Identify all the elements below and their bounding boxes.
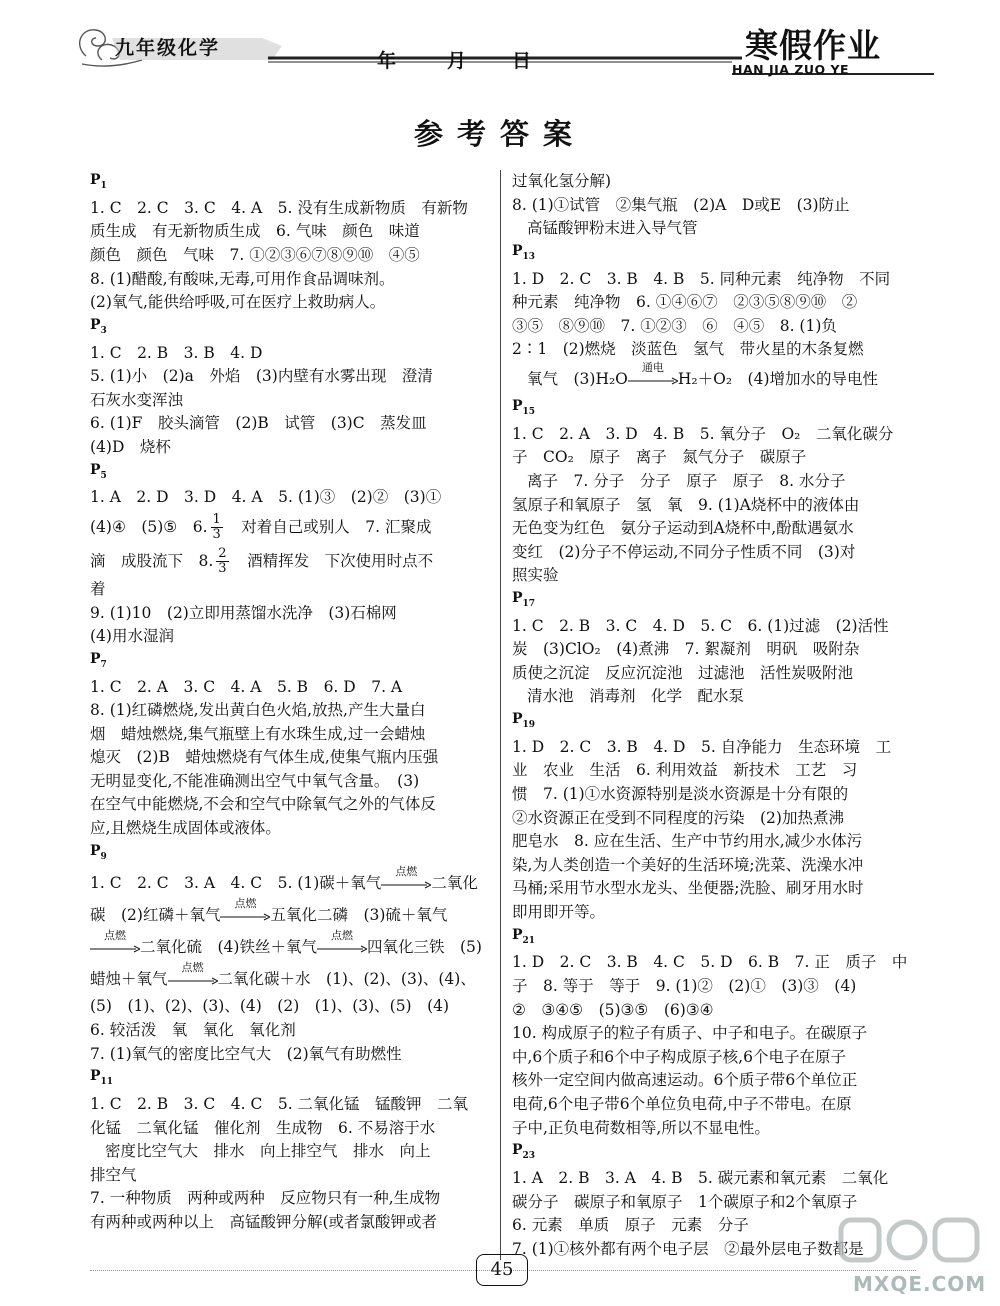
- answer-line: 密度比空气大 排水 向上排空气 排水 向上: [105, 1142, 431, 1161]
- page-ref-p9: $P_9$: [90, 842, 107, 862]
- answer-line: 1. D 2. C 3. B 4. B 5. 同种元素 纯净物 不同: [512, 269, 891, 288]
- answer-line: 7. (1)氧气的密度比空气大 (2)氧气有助燃性: [90, 1044, 402, 1063]
- page-ref-p19: $P_{19}$: [512, 711, 536, 730]
- answer-line: 点燃 二氧化硫 (4)铁丝＋氧气 点燃 四氧化三铁 (5): [90, 931, 494, 963]
- page-ref-p1: $P_1$: [90, 172, 107, 191]
- answer-line: 1. D 2. C 3. B 4. C 5. D 6. B 7. 正 质子 中: [512, 953, 908, 972]
- answer-line: 1. D 2. C 3. B 4. D 5. 自净能力 生态环境 工: [512, 737, 892, 756]
- answer-line: 业 农业 生活 6. 利用效益 新技术 工艺 习: [512, 761, 858, 780]
- answer-line: 石灰水变浑浊: [90, 390, 184, 409]
- answer-line: 中,6个质子和6个中子构成原子核,6个电子在原子: [512, 1047, 846, 1066]
- answer-line: 1. C 2. B 3. C 4. D 5. C 6. (1)过滤 (2)活性: [512, 616, 889, 635]
- answer-line: 质使之沉淀 反应沉淀池 过滤池 活性炭吸附池: [512, 663, 854, 682]
- answer-line: 化锰 二氧化锰 催化剂 生成物 6. 不易溶于水: [90, 1118, 436, 1137]
- answer-line: 有两种或两种以上 高锰酸钾分解(或者氯酸钾或者: [90, 1213, 438, 1231]
- answer-line: 熄灭 (2)B 蜡烛燃烧有气体生成,使集气瓶内压强: [90, 748, 439, 767]
- answer-line: 质生成 有无新物质生成 6. 气味 颜色 味道: [90, 222, 420, 241]
- answer-line: 马桶;采用节水型水龙头、坐便器;洗脸、刷牙用水时: [512, 879, 864, 898]
- right-column: [512, 170, 916, 1261]
- answer-line: 无色变为红色 氨分子运动到A烧杯中,酚酞遇氨水: [512, 519, 854, 538]
- answer-line: 染,为人类创造一个美好的生活环境;洗菜、洗澡水冲: [512, 855, 864, 874]
- answer-line: 2∶1 (2)燃烧 淡蓝色 氢气 带火星的木条复燃: [512, 340, 864, 359]
- answer-line: 滴 成股流下 8. $\frac{2}{3}$ 酒精挥发 下次使用时点不: [90, 546, 434, 577]
- answer-line: 烟 蜡烛燃烧,集气瓶壁上有水珠生成,过一会蜡烛: [90, 724, 426, 743]
- answer-line: 核外一定空间内做高速运动。6个质子带6个单位正: [512, 1071, 858, 1090]
- answer-line: (4)D 烧杯: [90, 437, 171, 456]
- answer-line: 6. 较活泼 氧 氧化 氧化剂: [90, 1021, 296, 1040]
- left-column: [90, 170, 494, 1235]
- answer-line: 子中,正负电荷数相等,所以不显电性。: [512, 1118, 770, 1137]
- page-number: 45: [476, 1254, 528, 1286]
- answer-line: 炭 (3)ClO₂ (4)煮沸 7. 絮凝剂 明矾 吸附杂: [512, 640, 860, 659]
- page-ref-p3: $P_3$: [90, 316, 107, 336]
- date-day-label: 日: [512, 50, 532, 72]
- date-month-label: 月: [447, 50, 467, 72]
- grade-subject-label: 九年级化学: [115, 37, 221, 59]
- brand-title: 寒假作业: [745, 26, 881, 65]
- page-ref-p11: $P_{11}$: [90, 1068, 114, 1088]
- answer-line: ②水资源正在受到不同程度的污染 (2)加热煮沸: [512, 808, 844, 827]
- page-ref-p21: $P_{21}$: [512, 926, 536, 946]
- answer-line: 电荷,6个电子带6个单位负电荷,中子不带电。在原: [512, 1094, 852, 1113]
- answer-line: 1. C 2. B 3. B 4. D: [90, 343, 263, 362]
- watermark-url: MXQE.COM: [853, 1272, 987, 1296]
- answer-line: 应,且燃烧生成固体或液体。: [90, 819, 281, 838]
- page-ref-p5: $P_5$: [90, 461, 107, 481]
- page-ref-p7: $P_7$: [90, 650, 107, 670]
- answer-line: (2)氧气,能供给呼吸,可在医疗上救助病人。: [90, 293, 386, 312]
- answer-line: (5) (1)、(2)、(3)、(4) (2) (1)、(3)、(5) (4): [90, 997, 450, 1016]
- answer-line: 碳分子 碳原子和氧原子 1个碳原子和2个氧原子: [512, 1192, 858, 1211]
- page-ref-p17: $P_{17}$: [512, 589, 536, 609]
- answer-line: 1. C 2. A 3. C 4. A 5. B 6. D 7. A: [90, 677, 403, 696]
- answer-line: 1. A 2. B 3. A 4. B 5. 碳元素和氧元素 二氧化: [512, 1168, 889, 1187]
- reaction-arrow: 点燃: [220, 911, 270, 921]
- answer-line: 10. 构成原子的粒子有质子、中子和电子。在碳原子: [512, 1024, 868, 1043]
- reaction-arrow: 点燃: [168, 975, 218, 985]
- answer-line: 颜色 颜色 气味 7. ①②③⑥⑦⑧⑨⑩ ④⑤: [90, 245, 420, 264]
- answer-line: 变红 (2)分子不停运动,不同分子性质不同 (3)对: [512, 542, 856, 561]
- answer-line: ② ③④⑤ (5)③⑤ (6)③④: [512, 1000, 714, 1019]
- brand-subtitle: HAN JIA ZUO YE: [732, 62, 850, 77]
- answer-line: 清水池 消毒剂 化学 配水泵: [527, 687, 745, 706]
- answer-line: 着: [90, 579, 106, 598]
- page-title: 参考答案: [413, 117, 586, 151]
- answer-line: 即用即开等。: [512, 903, 606, 922]
- page-ref-p15: $P_{15}$: [512, 397, 536, 417]
- answer-line: 碳 (2)红磷＋氧气 点燃 五氧化二磷 (3)硫＋氧气: [90, 897, 448, 925]
- answer-line: 9. (1)10 (2)立即用蒸馏水洗净 (3)石棉网: [90, 603, 397, 622]
- answer-line: 8. (1)醋酸,有酸味,无毒,可用作食品调味剂。: [90, 269, 395, 288]
- answer-line: 1. C 2. C 3. C 4. A 5. 没有生成新物质 有新物: [90, 198, 468, 217]
- reaction-arrow: 通电: [628, 375, 678, 385]
- answer-line: 子 CO₂ 原子 离子 氮气分子 碳原子: [512, 448, 807, 467]
- answer-line: 8. (1)红磷燃烧,发出黄白色火焰,放热,产生大量白: [90, 701, 426, 720]
- answer-line: 氧气 (3)H₂O 通电 H₂＋O₂ (4)增加水的导电性: [527, 360, 879, 388]
- fraction: $\frac{1}{3}$: [212, 512, 221, 543]
- reaction-arrow: 点燃: [381, 879, 431, 889]
- date-year-label: 年: [377, 50, 397, 72]
- reaction-arrow: 点燃: [90, 943, 140, 953]
- page-ref-p13: $P_{13}$: [512, 242, 536, 262]
- answer-line: 种元素 纯净物 6. ①④⑥⑦ ②③⑤⑧⑨⑩ ②: [512, 293, 858, 312]
- answer-line: 子 8. 等于 等于 9. (1)② (2)① (3)③ (4): [512, 977, 857, 996]
- answer-line: ③⑤ ⑧⑨⑩ 7. ①②③ ⑥ ④⑤ 8. (1)负: [512, 316, 837, 335]
- answer-line: 7. 一种物质 两种或两种 反应物只有一种,生成物: [90, 1189, 441, 1208]
- fraction: $\frac{2}{3}$: [218, 546, 227, 577]
- answer-line: 肥皂水 8. 应在生活、生产中节约用水,减少水体污: [512, 832, 863, 851]
- watermark-logo-icon: [835, 1212, 985, 1268]
- answer-line: 1. C 2. C 3. A 4. C 5. (1)碳＋氧气 点燃 二氧化: [90, 865, 478, 893]
- answer-line: 无明显变化,不能准确测出空气中氧气含量。 (3): [90, 771, 420, 790]
- answer-line: 5. (1)小 (2)a 外焰 (3)内壁有水雾出现 澄清: [90, 367, 433, 386]
- reaction-arrow: 点燃: [317, 943, 367, 953]
- answer-line: 过氧化氢分解): [512, 172, 612, 190]
- answer-line: 8. (1)①试管 ②集气瓶 (2)A D或E (3)防止: [512, 195, 850, 214]
- answer-line: 6. (1)F 胶头滴管 (2)B 试管 (3)C 蒸发皿: [90, 414, 427, 433]
- answer-line: 7. (1)①核外都有两个电子层 ②最外层电子数都是: [512, 1239, 864, 1258]
- answer-line: 6. 元素 单质 原子 元素 分子: [512, 1216, 749, 1235]
- answer-line: 照实验: [512, 566, 559, 585]
- answer-line: 在空气中能燃烧,不会和空气中除氧气之外的气体反: [90, 795, 436, 814]
- answer-line: (4)④ (5)⑤ 6. $\frac{1}{3}$ 对着自己或别人 7. 汇聚成: [90, 512, 432, 543]
- page-ref-p23: $P_{23}$: [512, 1142, 536, 1161]
- watermark: [835, 1212, 985, 1300]
- answer-line: 离子 7. 分子 分子 原子 原子 8. 水分子: [527, 471, 846, 490]
- answer-line: 惯 7. (1)①水资源特别是淡水资源是十分有限的: [512, 785, 849, 804]
- answer-line: 1. C 2. B 3. C 4. C 5. 二氧化锰 锰酸钾 二氧: [90, 1095, 469, 1114]
- answer-line: 氢原子和氧原子 氢 氧 9. (1)A烧杯中的液体由: [512, 495, 860, 514]
- answer-line: 高锰酸钾粉末进入导气管: [527, 219, 698, 238]
- answer-line: 蜡烛＋氧气 点燃 二氧化碳＋水 (1)、(2)、(3)、(4)、: [90, 961, 476, 989]
- answer-line: 1. A 2. D 3. D 4. A 5. (1)③ (2)② (3)①: [90, 488, 442, 507]
- answer-line: (4)用水湿润: [90, 627, 174, 646]
- answer-line: 1. C 2. A 3. D 4. B 5. 氧分子 O₂ 二氧化碳分: [512, 424, 894, 443]
- column-divider: [500, 170, 501, 1260]
- answer-line: 排空气: [90, 1165, 137, 1184]
